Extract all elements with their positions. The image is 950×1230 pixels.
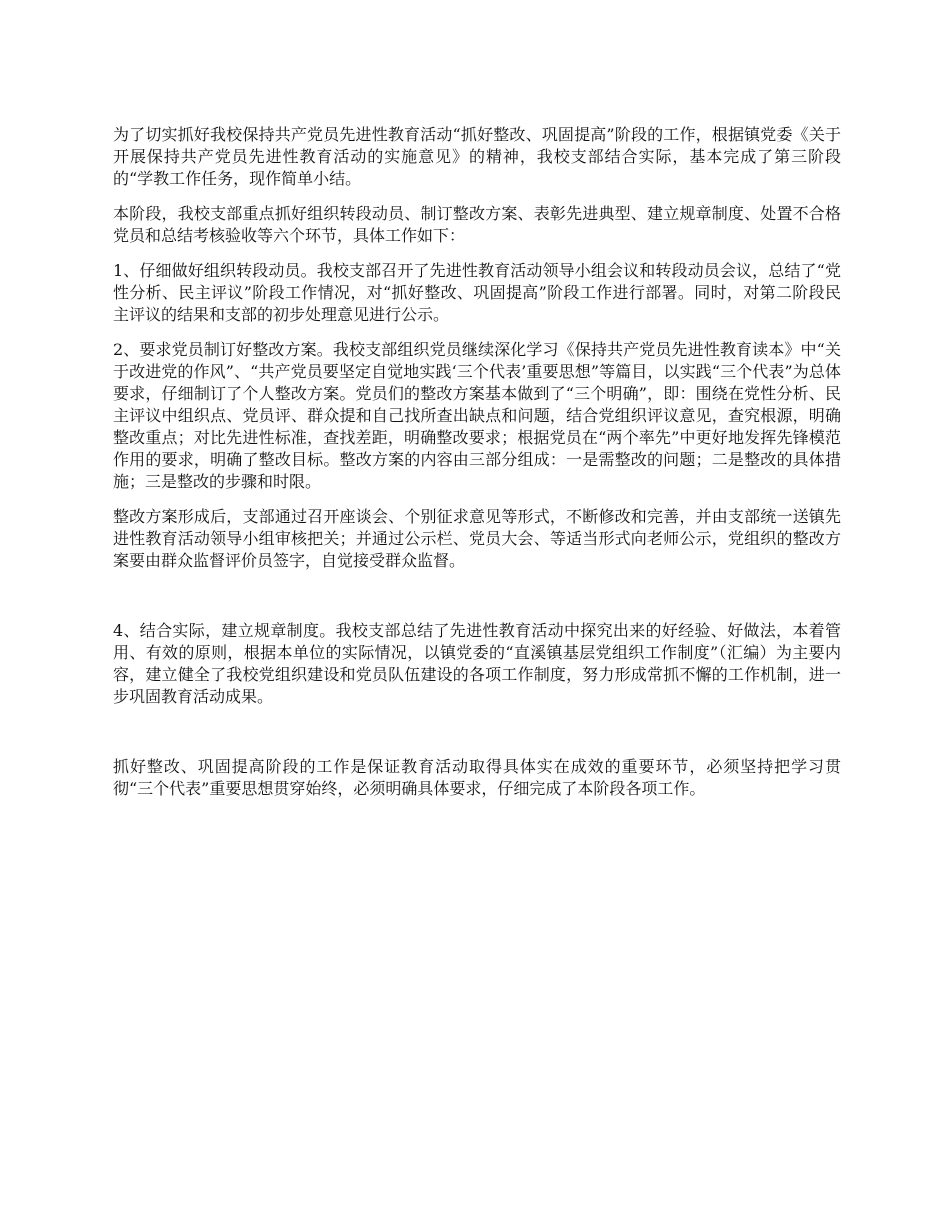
paragraph-overview: 本阶段，我校支部重点抓好组织转段动员、制订整改方案、表彰先进典型、建立规章制度、处置不合格党员和总结考核验收等六个环节，具体工作如下： [113,204,841,245]
paragraph-item-2: 2、要求党员制订好整改方案。我校支部组织党员继续深化学习《保持共产党员先进性教育读本》中“关于改进党的作风”、“共产党员要坚定自觉地实践‘三个代表’重要思想”等篇目，以实践“三个代表”为总体要求，仔细制订了个人整改方案。党员们的整改方案基本做到了“三个明确”，即：围绕在党性分析、民主评议中组织点、党员评、群众提和自己找所查出缺点和问题，结合党组织评议意见，查究根源，明确整改重点；对比先进性标准，查找差距，明确整改要求；根据党员在“两个率先”中更好地发挥先锋模范作用的要求，明确了整改目标。整改方案的内容由三部分组成：一是需整改的问题；二是整改的具体措施；三是整改的步骤和时限。 [113,340,841,491]
paragraph-intro: 为了切实抓好我校保持共产党员先进性教育活动“抓好整改、巩固提高”阶段的工作，根据镇党委《关于开展保持共产党员先进性教育活动的实施意见》的精神，我校支部结合实际，基本完成了第三阶段的“学教工作任务，现作简单小结。 [113,125,841,188]
paragraph-item-4: 4、结合实际，建立规章制度。我校支部总结了先进性教育活动中探究出来的好经验、好做法，本着管用、有效的原则，根据本单位的实际情况，以镇党委的“直溪镇基层党组织工作制度”（汇编）为主要内容，建立健全了我校党组织建设和党员队伍建设的各项工作制度，努力形成常抓不懈的工作机制，进一步巩固教育活动成果。 [113,621,841,706]
paragraph-item-1: 1、仔细做好组织转段动员。我校支部召开了先进性教育活动领导小组会议和转段动员会议，总结了“党性分析、民主评议”阶段工作情况，对“抓好整改、巩固提高”阶段工作进行部署。同时，对第二阶段民主评议的结果和支部的初步处理意见进行公示。 [113,261,841,324]
paragraph-conclusion: 抓好整改、巩固提高阶段的工作是保证教育活动取得具体实在成效的重要环节，必须坚持把学习贯彻“三个代表”重要思想贯穿始终，必须明确具体要求，仔细完成了本阶段各项工作。 [113,757,841,798]
document-body [113,124,841,813]
paragraph-plan-review: 整改方案形成后，支部通过召开座谈会、个别征求意见等形式，不断修改和完善，并由支部统一送镇先进性教育活动领导小组审核把关；并通过公示栏、党员大会、等适当形式向老师公示，党组织的整改方案要由群众监督评价员签字，自觉接受群众监督。 [113,507,841,570]
